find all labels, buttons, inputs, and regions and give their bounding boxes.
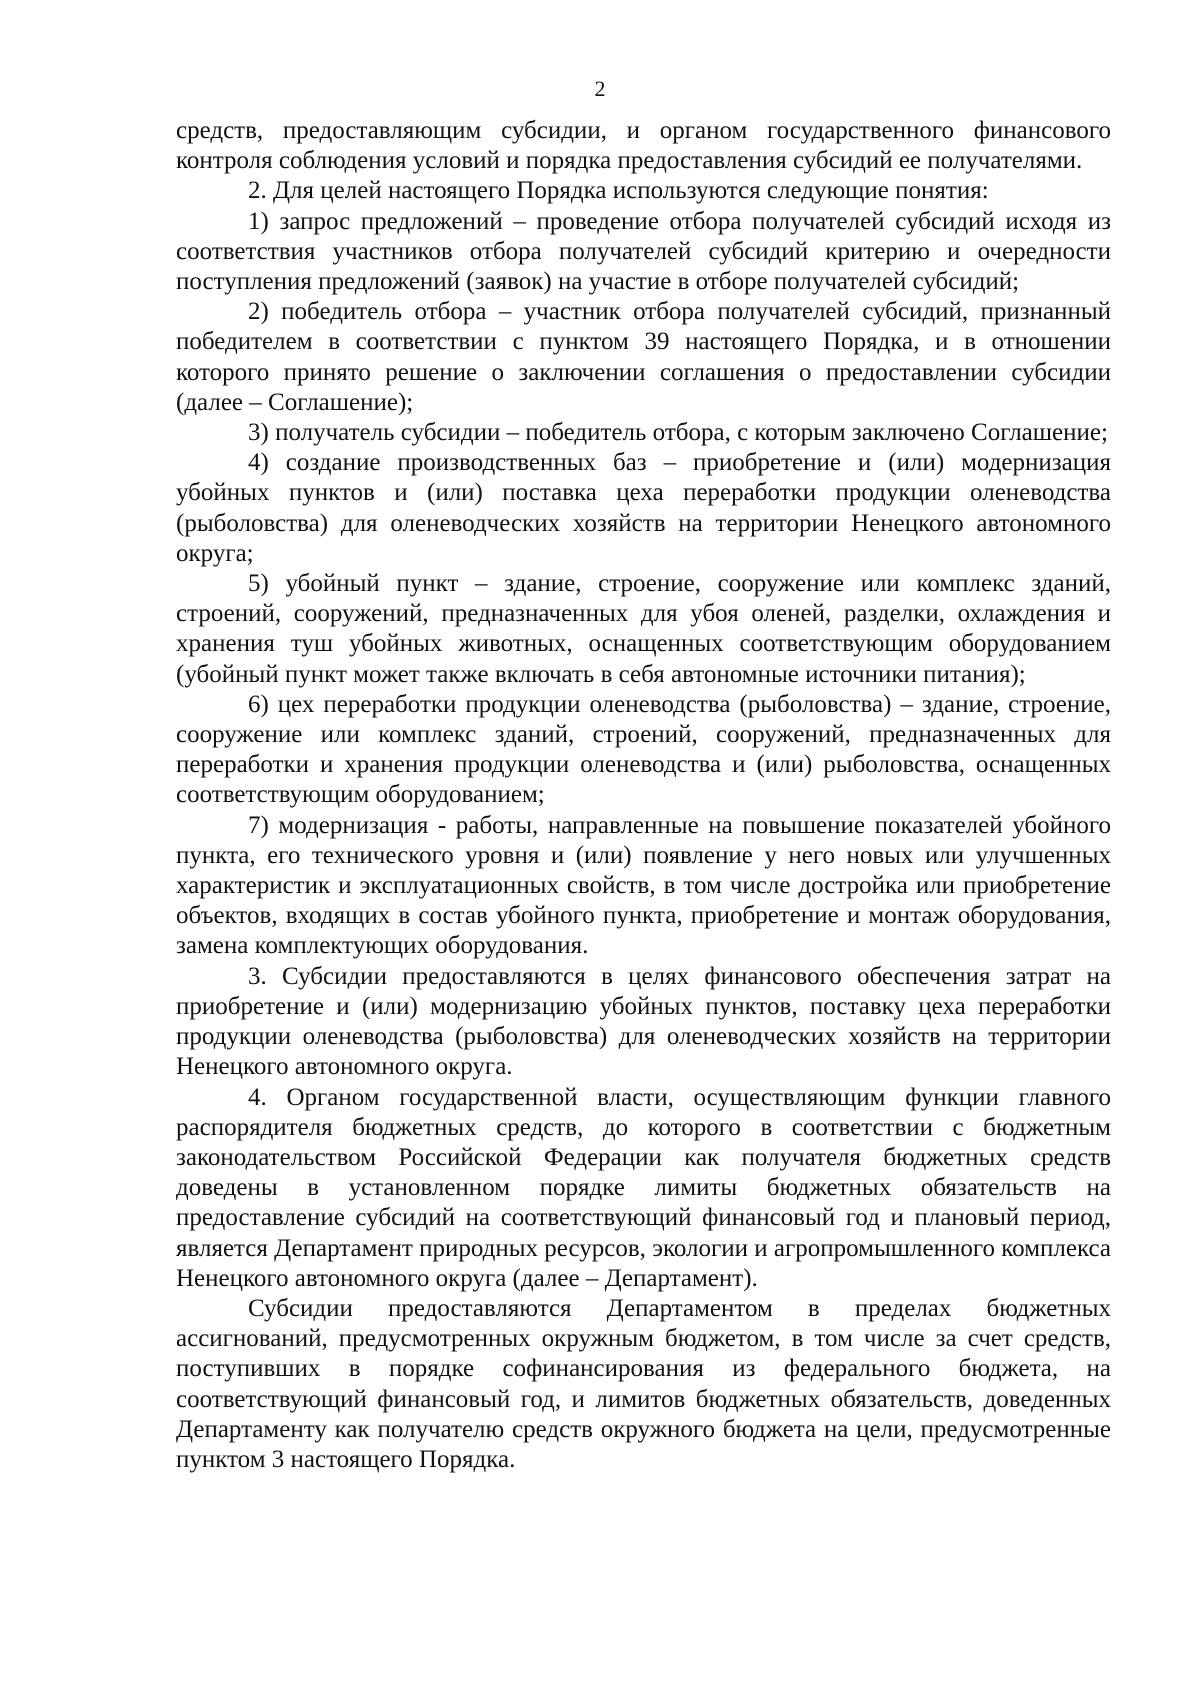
paragraph: Субсидии предоставляются Департаментом в пределах бюджетных ассигнований, предусмотренных окружным бюджетом, в том числе за счет средств, поступивших в порядке софинансирования из федерального бюджета, на соответствующий финансовый год, и лимитов бюджетных обязательств, доведенных Департаменту как получателю средств окружного бюджета на цели, предусмотренные пунктом 3 настоящего Порядка. <box>176 1294 1111 1473</box>
document-body <box>176 116 1111 1475</box>
paragraph: 7) модернизация - работы, направленные на повышение показателей убойного пункта, его технического уровня и (или) появление у него новых или улучшенных характеристик и эксплуатационных свойств, в том числе достройка или приобретение объектов, входящих в состав убойного пункта, приобретение и монтаж оборудования, замена комплектующих оборудования. <box>176 811 1111 960</box>
page-number: 2 <box>594 76 606 101</box>
paragraph: 5) убойный пункт – здание, строение, сооружение или комплекс зданий, строений, сооружений, предназначенных для убоя оленей, разделки, охлаждения и хранения туш убойных животных, оснащенных соответствующим оборудованием (убойный пункт может также включать в себя автономные источники питания); <box>176 570 1111 688</box>
paragraph: 4) создание производственных баз – приобретение и (или) модернизация убойных пунктов и (или) поставка цеха переработки продукции оленеводства (рыболовства) для оленеводческих хозяйств на территории Ненецкого автономного округа; <box>176 449 1111 567</box>
paragraph: 6) цех переработки продукции оленеводства (рыболовства) – здание, строение, сооружение или комплекс зданий, строений, сооружений, предназначенных для переработки и хранения продукции оленеводства и (или) рыболовства, оснащенных соответствующим оборудованием; <box>176 690 1111 809</box>
paragraph: 4. Органом государственной власти, осуществляющим функции главного распорядителя бюджетных средств, до которого в соответствии с бюджетным законодательством Российской Федерации как получателя бюджетных средств доведены в установленном порядке лимиты бюджетных обязательств на предоставление субсидий на соответствующий финансовый год и плановый период, является Департамент природных ресурсов, экологии и агропромышленного комплекса Ненецкого автономного округа (далее – Департамент). <box>176 1083 1111 1292</box>
paragraph: 1) запрос предложений – проведение отбора получателей субсидий исходя из соответствия участников отбора получателей субсидий критерию и очередности поступления предложений (заявок) на участие в отборе получателей субсидий; <box>176 207 1111 296</box>
paragraph: 3) получатель субсидии – победитель отбора, с которым заключено Соглашение; <box>248 419 1108 447</box>
paragraph: 2) победитель отбора – участник отбора получателей субсидий, признанный победителем в соответствии с пунктом 39 настоящего Порядка, и в отношении которого принято решение о заключении соглашения о предоставлении субсидии (далее – Соглашение); <box>176 298 1111 416</box>
paragraph: средств, предоставляющим субсидии, и органом государственного финансового контроля соблюдения условий и порядка предоставления субсидий ее получателями. <box>176 117 1111 175</box>
paragraph: 3. Субсидии предоставляются в целях финансового обеспечения затрат на приобретение и (или) модернизацию убойных пунктов, поставку цеха переработки продукции оленеводства (рыболовства) для оленеводческих хозяйств на территории Ненецкого автономного округа. <box>176 962 1111 1081</box>
paragraph: 2. Для целей настоящего Порядка используются следующие понятия: <box>248 177 989 205</box>
